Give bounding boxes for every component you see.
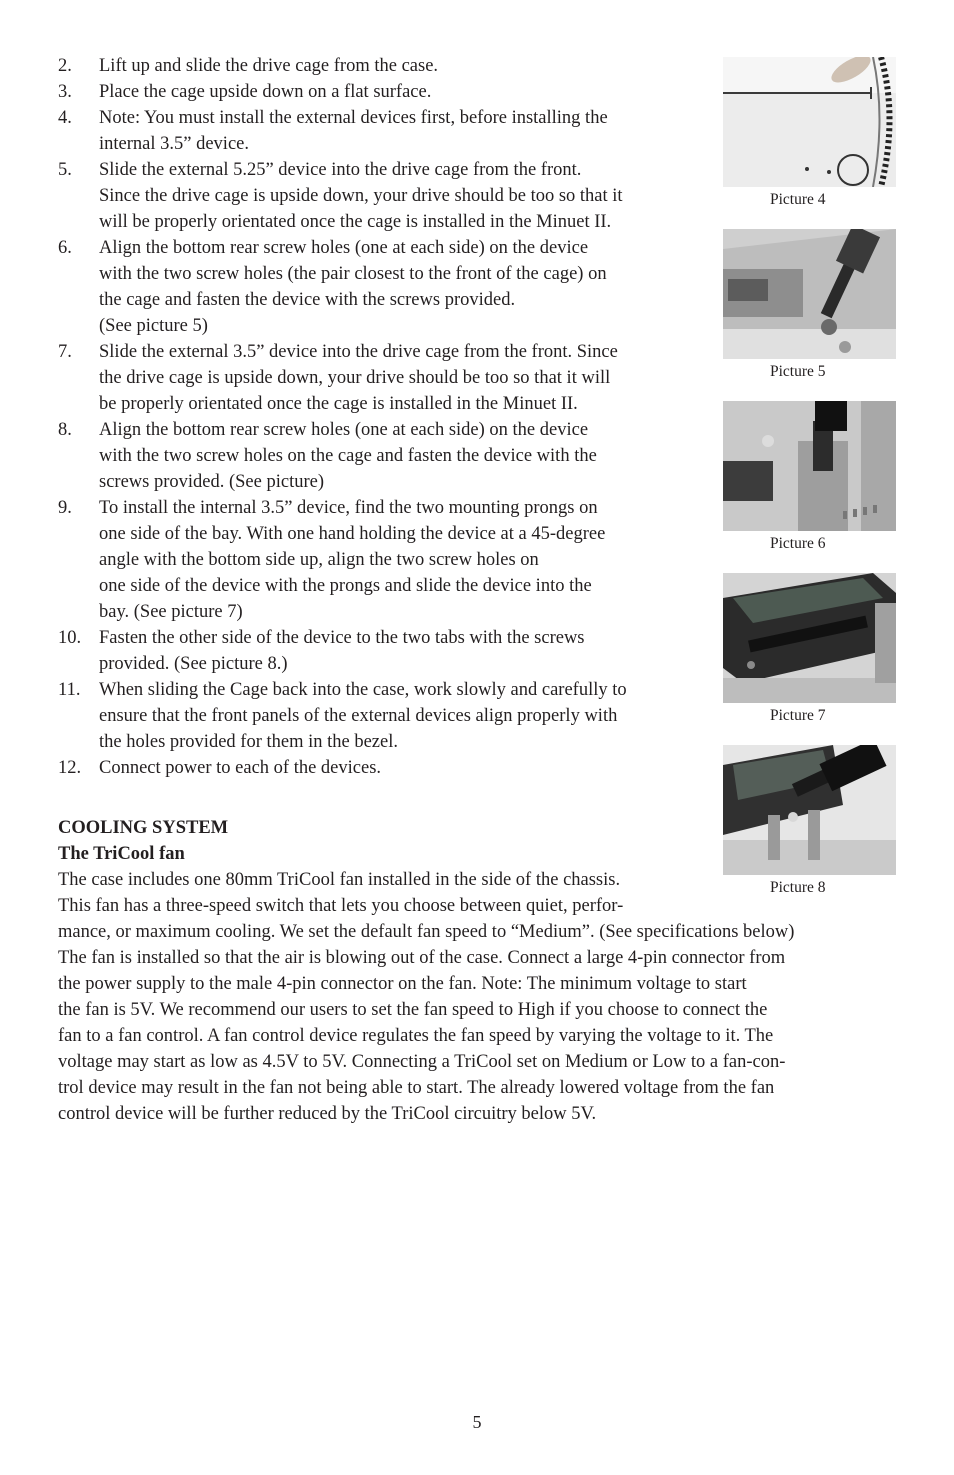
photo-drive-cage-bezel [723,57,896,187]
step-text: To install the internal 3.5” device, find the two mounting prongs on one side of the bay. With one hand holding the device at a 45-degree angle with the bottom side up, align the two screw holes on one side of the device with the prongs and slide the device into the bay. (See picture 7) [99,498,606,622]
figure-picture-7 [723,573,896,726]
photo-fasten-5-25-device-image [723,229,896,359]
figure-picture-5 [723,229,896,382]
step-item [58,495,698,625]
step-number: 2. [58,56,72,76]
tricool-fan-subheading: The TriCool fan [58,844,185,864]
step-item [58,235,698,339]
step-text: When sliding the Cage back into the case, work slowly and carefully to ensure that the front panels of the external devices align properly with the holes provided for them in the bezel. [99,680,627,752]
photo-internal-3-5-device-prongs-image [723,573,896,703]
figure-caption: Picture 4 [770,191,826,208]
step-text: Note: You must install the external devices first, before installing the internal 3.5” device. [99,108,608,154]
figure-picture-6 [723,401,896,554]
photo-internal-3-5-device-prongs [723,573,896,703]
photo-fasten-tabs-image [723,745,896,875]
step-text: Connect power to each of the devices. [99,758,382,778]
step-number: 4. [58,108,72,128]
figure-picture-4 [723,57,896,210]
step-text: Fasten the other side of the device to the two tabs with the screws provided. (See picture 8.) [99,628,585,674]
photo-fasten-3-5-device [723,401,896,531]
instruction-steps [58,53,698,781]
step-text: Align the bottom rear screw holes (one at each side) on the device with the two screw holes on the cage and fasten the device with the screws provided. (See picture) [99,420,597,492]
step-item [58,79,698,105]
step-number: 10. [58,628,82,648]
step-item [58,339,698,417]
figure-picture-8 [723,745,896,898]
step-text: Slide the external 5.25” device into the drive cage from the front. Since the drive cage is upside down, your drive should be too so that it will be properly orientated once the cage is installed in the Minuet II. [99,160,623,232]
figure-caption: Picture 8 [770,879,826,896]
figure-caption: Picture 5 [770,363,826,380]
step-text: Slide the external 3.5” device into the drive cage from the front. Since the drive cage is upside down, your drive should be too so that it will be properly orientated once the cage is installed in the Minuet II. [99,342,618,414]
photo-fasten-3-5-device-image [723,401,896,531]
photo-drive-cage-bezel-image [723,57,896,187]
page-number: 5 [472,1412,482,1432]
step-number: 12. [58,758,82,778]
cooling-system-heading: COOLING SYSTEM [58,818,229,838]
step-number: 9. [58,498,72,518]
step-item [58,157,698,235]
step-text: Align the bottom rear screw holes (one at each side) on the device with the two screw holes (the pair closest to the front of the cage) on the cage and fasten the device with the screws provided. (See picture 5) [99,238,607,336]
figure-caption: Picture 7 [770,707,826,724]
step-item [58,625,698,677]
step-item [58,417,698,495]
step-text: Lift up and slide the drive cage from the case. [99,56,439,76]
step-item [58,53,698,79]
step-number: 8. [58,420,72,440]
step-number: 11. [58,680,81,700]
photo-fasten-tabs [723,745,896,875]
step-item [58,677,698,755]
cooling-body-paragraph: The case includes one 80mm TriCool fan installed in the side of the chassis. This fan has a three-speed switch that lets you choose between quiet, perfor- mance, or maximum cooling. We set the default fan speed to “Medium”. (See specifications below) The fan is installed so that the air is blowing out of the case. Connect a large 4-pin connector from the power supply to the male 4-pin connector on the fan. Note: The minimum voltage to start the fan is 5V. We recommend our users to set the fan speed to High if you choose to connect the fan to a fan control. A fan control device regulates the fan speed by varying the voltage to it. The voltage may start as low as 4.5V to 5V. Connecting a TriCool set on Medium or Low to a fan-con- trol device may result in the fan not being able to start. The already lowered voltage from the fan control device will be further reduced by the TriCool circuitry below 5V. [58,870,795,1124]
photo-fasten-5-25-device [723,229,896,359]
step-number: 5. [58,160,72,180]
step-number: 6. [58,238,72,258]
step-number: 3. [58,82,72,102]
step-item [58,755,698,781]
step-item [58,105,698,157]
figure-caption: Picture 6 [770,535,826,552]
step-text: Place the cage upside down on a flat surface. [99,82,432,102]
step-number: 7. [58,342,72,362]
